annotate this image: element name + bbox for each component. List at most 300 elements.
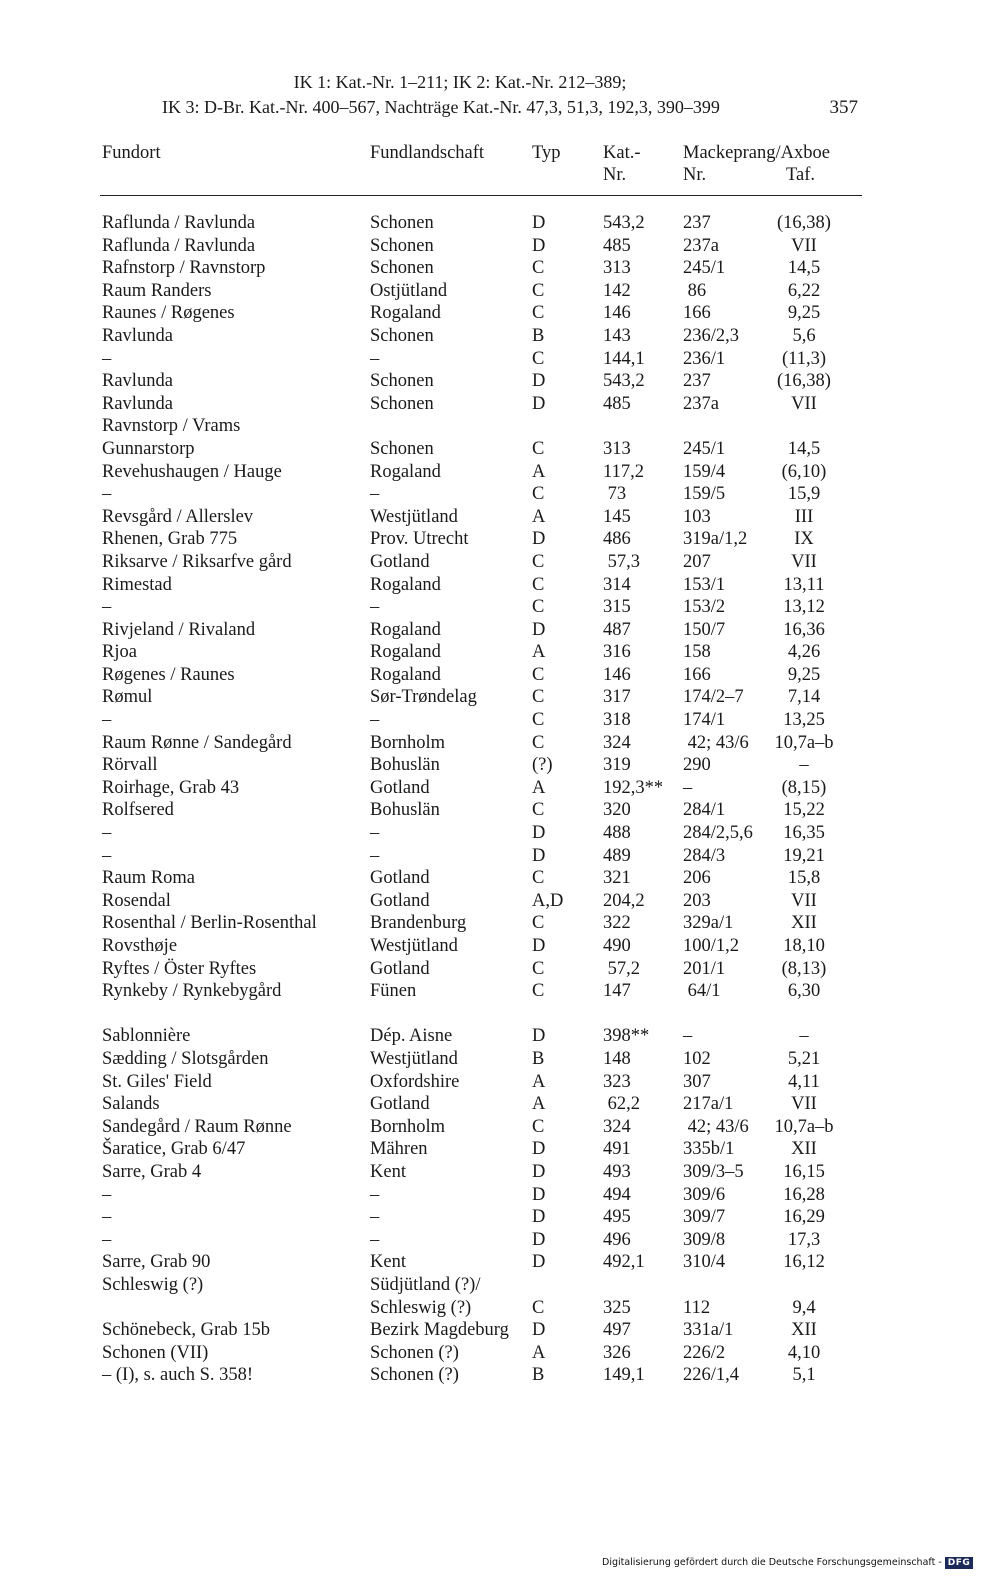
cell-mackeprang-taf: 16,12 — [783, 1252, 825, 1273]
cell-fundort: Ravlunda — [102, 325, 173, 346]
cell-fundort: Revehushaugen / Hauge — [102, 461, 282, 482]
header-rule — [100, 195, 862, 196]
cell-mackeprang-nr: 309/3–5 — [683, 1161, 744, 1182]
table-row — [100, 483, 860, 506]
cell-mackeprang-taf: 4,10 — [787, 1342, 821, 1363]
cell-mackeprang-nr: 226/2 — [683, 1342, 726, 1363]
cell-typ: A — [532, 642, 546, 663]
cell-kat-nr: 317 — [603, 687, 631, 708]
cell-fundlandschaft: Bornholm — [370, 732, 446, 753]
footer-text: Digitalisierung gefördert durch die Deutsche Forschungsgemeinschaft - — [602, 1557, 942, 1568]
cell-kat-nr: 315 — [603, 597, 631, 618]
cell-mackeprang-nr: 290 — [683, 755, 711, 776]
cell-fundlandschaft: Südjütland (?)/ — [370, 1274, 481, 1295]
cell-kat-nr: 490 — [603, 936, 631, 956]
cell-typ: C — [532, 664, 545, 685]
cell-mackeprang-taf: 13,11 — [783, 574, 825, 595]
cell-mackeprang-nr: 112 — [683, 1297, 711, 1318]
cell-fundlandschaft: Westjütland — [370, 506, 458, 527]
cell-typ: C — [532, 551, 545, 572]
cell-kat-nr: 320 — [603, 800, 631, 821]
table-row — [100, 280, 860, 303]
cell-fundlandschaft: Schonen — [370, 258, 434, 279]
cell-typ: A — [532, 777, 546, 798]
cell-mackeprang-taf: 5,1 — [792, 1365, 816, 1386]
cell-mackeprang-nr: 201/1 — [683, 958, 726, 979]
table-row — [100, 212, 860, 235]
cell-mackeprang-nr: 166 — [683, 664, 711, 685]
cell-typ: D — [532, 1320, 546, 1341]
footer — [602, 1557, 973, 1569]
cell-typ: D — [532, 371, 546, 392]
cell-mackeprang-nr: 158 — [683, 642, 711, 663]
cell-mackeprang-nr: 102 — [683, 1048, 711, 1069]
cell-kat-nr: 497 — [603, 1320, 631, 1341]
cell-fundlandschaft: – — [370, 484, 380, 505]
cell-fundlandschaft: Schonen — [370, 213, 434, 233]
cell-fundort: St. Giles' Field — [102, 1071, 212, 1092]
cell-mackeprang-taf: 16,29 — [783, 1207, 825, 1228]
cell-fundort: Ryftes / Öster Ryftes — [102, 958, 257, 979]
cell-mackeprang-nr: 310/4 — [683, 1252, 726, 1273]
cell-mackeprang-nr: 236/2,3 — [683, 325, 740, 346]
cell-fundlandschaft: Prov. Utrecht — [370, 529, 469, 550]
cell-mackeprang-nr: – — [683, 777, 693, 798]
table-row — [100, 348, 860, 371]
cell-mackeprang-taf: (8,13) — [781, 958, 827, 979]
table-row — [100, 1093, 860, 1116]
cell-mackeprang-nr: 319a/1,2 — [683, 529, 748, 550]
cell-typ: B — [532, 1048, 545, 1069]
table-row — [100, 370, 860, 393]
cell-kat-nr: 117,2 — [603, 461, 644, 482]
cell-typ: C — [532, 348, 545, 369]
cell-kat-nr: 485 — [603, 235, 631, 256]
cell-fundlandschaft: – — [370, 845, 380, 866]
cell-fundlandschaft: Fünen — [370, 981, 417, 1002]
cell-mackeprang-nr: 284/2,5,6 — [683, 823, 753, 844]
cell-fundort: – — [102, 597, 112, 618]
cell-typ: D — [532, 1026, 546, 1047]
cell-kat-nr: 143 — [603, 325, 631, 346]
table-row — [100, 799, 860, 822]
cell-mackeprang-nr: 150/7 — [683, 619, 726, 640]
cell-fundlandschaft: Schonen — [370, 371, 434, 392]
table-row — [100, 302, 860, 325]
cell-fundort: Roirhage, Grab 43 — [102, 777, 240, 798]
cell-typ: C — [532, 303, 545, 324]
cell-fundort: – — [102, 823, 112, 844]
cell-mackeprang-taf: XII — [791, 913, 817, 934]
cell-fundlandschaft: Gotland — [370, 777, 430, 798]
cell-mackeprang-nr: 237a — [683, 235, 719, 256]
cell-mackeprang-nr: 206 — [683, 868, 711, 889]
cell-fundort: Salands — [102, 1094, 160, 1115]
cell-mackeprang-nr: 174/2–7 — [683, 687, 744, 708]
cell-fundlandschaft: Kent — [370, 1161, 406, 1182]
cell-mackeprang-taf: 14,5 — [787, 438, 821, 459]
cell-mackeprang-nr: 236/1 — [683, 348, 726, 369]
cell-typ: D — [532, 1207, 546, 1228]
table-row — [100, 664, 860, 687]
cell-fundlandschaft: Rogaland — [370, 664, 441, 685]
cell-typ: C — [532, 1297, 545, 1318]
cell-typ: C — [532, 868, 545, 889]
cell-typ: A,D — [532, 890, 564, 911]
table-row — [100, 709, 860, 732]
cell-kat-nr: 144,1 — [603, 348, 645, 369]
cell-kat-nr: 148 — [603, 1048, 631, 1069]
table-row — [100, 641, 860, 664]
table-row — [100, 551, 860, 574]
table-row — [100, 912, 860, 935]
cell-typ: C — [532, 913, 545, 934]
dfg-logo: DFG — [945, 1557, 974, 1569]
cell-kat-nr: 492,1 — [603, 1252, 645, 1273]
cell-kat-nr: 316 — [603, 642, 631, 663]
cell-typ: D — [532, 1139, 546, 1160]
running-header — [100, 70, 860, 120]
cell-kat-nr: 73 — [603, 484, 627, 505]
cell-fundlandschaft: Schonen — [370, 393, 434, 414]
cell-mackeprang-taf: 16,35 — [783, 823, 825, 844]
cell-mackeprang-taf: 5,21 — [787, 1048, 821, 1069]
cell-typ: C — [532, 258, 545, 279]
cell-fundort: – — [102, 348, 112, 369]
cell-mackeprang-nr: 237 — [683, 213, 711, 233]
cell-fundlandschaft: – — [370, 710, 380, 731]
cell-kat-nr: 324 — [603, 732, 631, 753]
cell-mackeprang-taf: 16,36 — [783, 619, 825, 640]
cell-typ: B — [532, 1365, 545, 1386]
cell-fundlandschaft: Rogaland — [370, 642, 441, 663]
cell-fundort: Sædding / Slotsgården — [102, 1048, 269, 1069]
cell-typ: D — [532, 619, 546, 640]
cell-typ: A — [532, 461, 546, 482]
cell-typ: C — [532, 438, 545, 459]
cell-mackeprang-taf: 13,12 — [783, 597, 825, 618]
cell-mackeprang-nr: 103 — [683, 506, 711, 527]
cell-kat-nr: 324 — [603, 1116, 631, 1137]
cell-mackeprang-taf: 9,4 — [792, 1297, 816, 1318]
table-row — [100, 1251, 860, 1274]
cell-typ: C — [532, 484, 545, 505]
cell-fundort: Šaratice, Grab 6/47 — [102, 1139, 246, 1160]
cell-mackeprang-nr: 203 — [683, 890, 711, 911]
cell-typ: D — [532, 823, 546, 844]
cell-typ: B — [532, 325, 545, 346]
cell-mackeprang-nr: 42; 43/6 — [683, 1116, 749, 1137]
cell-kat-nr: 486 — [603, 529, 631, 550]
col-mack-nr: Nr. — [683, 165, 707, 185]
cell-fundort: Sarre, Grab 4 — [102, 1161, 202, 1182]
cell-fundort: Rimestad — [102, 574, 172, 595]
cell-fundlandschaft: Gotland — [370, 1094, 430, 1115]
table-row — [100, 822, 860, 845]
table-row — [100, 1071, 860, 1094]
cell-kat-nr: 146 — [603, 303, 631, 324]
cell-kat-nr: 192,3** — [603, 777, 664, 798]
cell-fundort: – — [102, 845, 112, 866]
cell-kat-nr: 494 — [603, 1184, 631, 1205]
table-row — [100, 1229, 860, 1252]
cell-kat-nr: 493 — [603, 1161, 631, 1182]
cell-mackeprang-taf: 5,6 — [792, 325, 816, 346]
cell-typ: C — [532, 958, 545, 979]
cell-kat-nr: 57,3 — [603, 551, 640, 572]
table-row — [100, 732, 860, 755]
cell-typ: C — [532, 1116, 545, 1137]
cell-fundort: Rynkeby / Rynkebygård — [102, 981, 282, 1002]
cell-typ: D — [532, 1252, 546, 1273]
cell-mackeprang-nr: 86 — [683, 280, 707, 301]
cell-typ: D — [532, 393, 546, 414]
cell-fundlandschaft: Rogaland — [370, 619, 441, 640]
cell-kat-nr: 313 — [603, 258, 631, 279]
cell-mackeprang-taf: VII — [791, 551, 817, 572]
cell-mackeprang-nr: 309/6 — [683, 1184, 726, 1205]
cell-fundlandschaft: Bohuslän — [370, 800, 440, 821]
table-row — [100, 506, 860, 529]
cell-fundort: Schonen (VII) — [102, 1342, 209, 1363]
cell-mackeprang-nr: 153/2 — [683, 597, 726, 618]
cell-mackeprang-nr: 309/7 — [683, 1207, 726, 1228]
cell-mackeprang-nr: – — [683, 1026, 693, 1047]
cell-typ: D — [532, 213, 546, 233]
cell-mackeprang-nr: 159/5 — [683, 484, 726, 505]
cell-mackeprang-taf: (6,10) — [781, 461, 827, 482]
cell-fundlandschaft: Dép. Aisne — [370, 1026, 453, 1047]
cell-fundort: Raflunda / Ravlunda — [102, 213, 256, 233]
cell-mackeprang-nr: 284/3 — [683, 845, 726, 866]
cell-mackeprang-nr: 245/1 — [683, 258, 726, 279]
cell-typ: A — [532, 1342, 546, 1363]
cell-typ: C — [532, 981, 545, 1002]
table-row — [100, 1116, 860, 1139]
cell-kat-nr: 495 — [603, 1207, 631, 1228]
cell-fundort: Schönebeck, Grab 15b — [102, 1320, 270, 1341]
cell-typ: C — [532, 597, 545, 618]
cell-typ: C — [532, 574, 545, 595]
cell-mackeprang-nr: 245/1 — [683, 438, 726, 459]
cell-fundort: Sablonnière — [102, 1026, 191, 1047]
table-row — [100, 393, 860, 416]
cell-mackeprang-taf: 16,15 — [783, 1161, 825, 1182]
cell-fundlandschaft: – — [370, 1207, 380, 1228]
table-row — [100, 1274, 860, 1297]
cell-typ: D — [532, 529, 546, 550]
cell-mackeprang-nr: 331a/1 — [683, 1320, 734, 1341]
cell-fundort: – — [102, 484, 112, 505]
cell-fundlandschaft: Gotland — [370, 551, 430, 572]
cell-fundlandschaft: Kent — [370, 1252, 406, 1273]
cell-typ: C — [532, 687, 545, 708]
cell-mackeprang-taf: 15,9 — [787, 484, 821, 505]
cell-kat-nr: 147 — [603, 981, 631, 1002]
cell-fundlandschaft: Oxfordshire — [370, 1071, 460, 1092]
cell-mackeprang-nr: 309/8 — [683, 1229, 726, 1250]
cell-fundort: Sarre, Grab 90 — [102, 1252, 211, 1273]
cell-fundort: – — [102, 1207, 112, 1228]
table-row — [100, 596, 860, 619]
cell-fundlandschaft: Gotland — [370, 890, 430, 911]
cell-fundort: – — [102, 1229, 112, 1250]
cell-fundort: Rafnstorp / Ravnstorp — [102, 258, 266, 279]
page-number: 357 — [829, 97, 858, 118]
cell-fundort: Rolfsered — [102, 800, 174, 821]
cell-kat-nr: 313 — [603, 438, 631, 459]
cell-fundort: – — [102, 1184, 112, 1205]
cell-fundlandschaft: Ostjütland — [370, 280, 448, 301]
cell-fundort: Rosendal — [102, 890, 171, 911]
cell-kat-nr: 323 — [603, 1071, 631, 1092]
cell-fundlandschaft: – — [370, 823, 380, 844]
cell-fundlandschaft: Schonen — [370, 235, 434, 256]
cell-fundlandschaft: Schonen (?) — [370, 1342, 459, 1363]
cell-mackeprang-nr: 307 — [683, 1071, 711, 1092]
cell-fundlandschaft: Schonen — [370, 438, 434, 459]
table-row — [100, 1161, 860, 1184]
find-table — [100, 212, 860, 1387]
cell-kat-nr: 485 — [603, 393, 631, 414]
cell-fundort: – — [102, 710, 112, 731]
table-row — [100, 845, 860, 868]
cell-fundort: Rømul — [102, 687, 153, 708]
cell-kat-nr: 398** — [603, 1026, 650, 1047]
cell-fundort: – (I), s. auch S. 358! — [102, 1365, 254, 1386]
table-row — [100, 1297, 860, 1320]
cell-typ: C — [532, 710, 545, 731]
cell-kat-nr: 145 — [603, 506, 631, 527]
cell-kat-nr: 142 — [603, 280, 631, 301]
cell-kat-nr: 319 — [603, 755, 631, 776]
table-row — [100, 754, 860, 777]
cell-fundlandschaft: Schonen — [370, 325, 434, 346]
cell-typ: D — [532, 1161, 546, 1182]
cell-mackeprang-nr: 153/1 — [683, 574, 726, 595]
cell-fundlandschaft: Schonen (?) — [370, 1365, 459, 1386]
table-row — [100, 1184, 860, 1207]
cell-mackeprang-nr: 237a — [683, 393, 719, 414]
cell-fundlandschaft: Bezirk Magdeburg — [370, 1320, 509, 1341]
cell-fundlandschaft: Westjütland — [370, 936, 458, 956]
cell-mackeprang-nr: 64/1 — [683, 981, 721, 1002]
cell-mackeprang-taf: VII — [791, 393, 817, 414]
cell-fundort: Schleswig (?) — [102, 1274, 204, 1295]
cell-mackeprang-taf: 15,22 — [783, 800, 825, 821]
cell-kat-nr: 491 — [603, 1139, 631, 1160]
cell-mackeprang-taf: 9,25 — [787, 303, 821, 324]
cell-typ: A — [532, 1071, 546, 1092]
cell-kat-nr: 149,1 — [603, 1365, 645, 1386]
cell-typ: A — [532, 506, 546, 527]
cell-fundort: Rhenen, Grab 775 — [102, 529, 238, 550]
cell-mackeprang-taf: XII — [791, 1139, 817, 1160]
cell-mackeprang-nr: 335b/1 — [683, 1139, 735, 1160]
table-row — [100, 574, 860, 597]
cell-mackeprang-taf: (11,3) — [781, 348, 826, 369]
header-line-1: IK 1: Kat.-Nr. 1–211; IK 2: Kat.-Nr. 212–389; — [293, 72, 627, 92]
cell-mackeprang-taf: 4,11 — [788, 1071, 820, 1092]
cell-kat-nr: 146 — [603, 664, 631, 685]
cell-mackeprang-nr: 207 — [683, 551, 711, 572]
cell-fundort: Rovsthøje — [102, 936, 178, 956]
table-row — [100, 257, 860, 280]
cell-mackeprang-taf: 17,3 — [787, 1229, 821, 1250]
cell-mackeprang-taf: 18,10 — [783, 936, 825, 956]
cell-fundlandschaft: Gotland — [370, 958, 430, 979]
cell-fundlandschaft: Rogaland — [370, 303, 441, 324]
cell-kat-nr: 489 — [603, 845, 631, 866]
cell-fundort: Ravlunda — [102, 371, 173, 392]
cell-mackeprang-nr: 100/1,2 — [683, 936, 740, 956]
header-line-2-text: IK 3: D-Br. Kat.-Nr. 400–567, Nachträge Kat.-Nr. 47,3, 51,3, 192,3, 390–399 — [162, 97, 720, 117]
table-row — [100, 1206, 860, 1229]
cell-typ: D — [532, 235, 546, 256]
cell-fundort: Sandegård / Raum Rønne — [102, 1116, 292, 1137]
col-typ: Typ — [532, 143, 561, 163]
cell-mackeprang-taf: 10,7a–b — [774, 732, 834, 753]
cell-fundlandschaft: Bornholm — [370, 1116, 446, 1137]
cell-mackeprang-taf: III — [794, 506, 814, 527]
cell-typ: D — [532, 1229, 546, 1250]
cell-fundlandschaft: Westjütland — [370, 1048, 458, 1069]
table-row — [100, 777, 860, 800]
table-row — [100, 1138, 860, 1161]
cell-fundlandschaft: Sør-Trøndelag — [370, 687, 477, 708]
cell-kat-nr: 57,2 — [603, 958, 640, 979]
cell-kat-nr: 543,2 — [603, 371, 645, 392]
table-row — [100, 1025, 860, 1048]
cell-fundlandschaft: Rogaland — [370, 461, 441, 482]
cell-typ: C — [532, 800, 545, 821]
cell-fundort: Raflunda / Ravlunda — [102, 235, 256, 256]
cell-typ: C — [532, 732, 545, 753]
cell-fundort: Røgenes / Raunes — [102, 664, 235, 685]
table-row — [100, 1342, 860, 1365]
table-row — [100, 935, 860, 958]
cell-fundort: Ravlunda — [102, 393, 173, 414]
cell-kat-nr: 204,2 — [603, 890, 645, 911]
cell-mackeprang-taf: 14,5 — [787, 258, 821, 279]
cell-fundort: Raunes / Røgenes — [102, 303, 235, 324]
header-line-2 — [100, 95, 860, 120]
cell-mackeprang-nr: 329a/1 — [683, 913, 734, 934]
cell-fundort: Raum Rønne / Sandegård — [102, 732, 292, 753]
cell-fundort: Rjoa — [102, 642, 137, 663]
cell-typ: A — [532, 1094, 546, 1115]
cell-kat-nr: 314 — [603, 574, 631, 595]
cell-fundlandschaft: Gotland — [370, 868, 430, 889]
table-row — [100, 461, 860, 484]
cell-mackeprang-nr: 42; 43/6 — [683, 732, 749, 753]
table-row — [100, 890, 860, 913]
cell-kat-nr: 325 — [603, 1297, 631, 1318]
cell-mackeprang-taf: VII — [791, 890, 817, 911]
col-fundlandschaft: Fundlandschaft — [370, 143, 485, 163]
table-row — [100, 235, 860, 258]
cell-kat-nr: 543,2 — [603, 213, 645, 233]
cell-mackeprang-nr: 284/1 — [683, 800, 726, 821]
cell-mackeprang-taf: VII — [791, 235, 817, 256]
table-row — [100, 415, 860, 438]
cell-kat-nr: 318 — [603, 710, 631, 731]
cell-fundort: Gunnarstorp — [102, 438, 195, 459]
table-row — [100, 619, 860, 642]
cell-fundlandschaft: Mähren — [370, 1139, 428, 1160]
cell-fundlandschaft: Bohuslän — [370, 755, 440, 776]
cell-fundlandschaft: – — [370, 1184, 380, 1205]
